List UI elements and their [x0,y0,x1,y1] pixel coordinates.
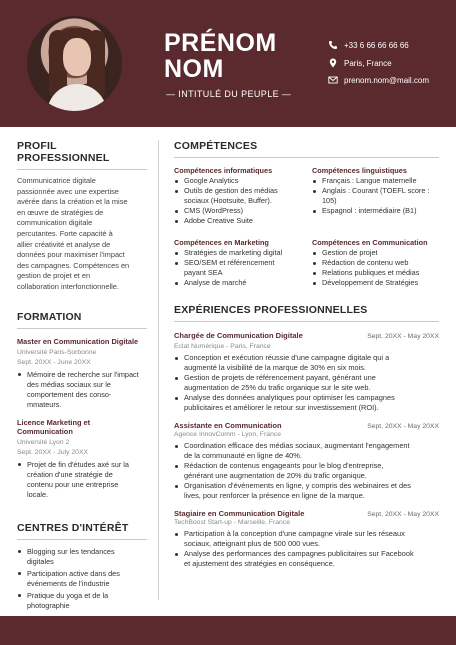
skill-item [174,278,310,288]
phone-text: +33 6 66 66 66 66 [344,40,409,50]
bullet-line: publicitaires et améliorer le retour sur investissement (ROI). [184,403,379,412]
section-divider [17,539,147,540]
profile-photo [25,14,124,113]
bullet-line: Gestion de projets de référencement payant, générant une [184,373,376,382]
bullet-line: digitales [27,556,54,566]
header-band [0,0,456,127]
education-dates: Sept. 20XX - July 20XX [17,448,89,456]
bullet-line: Développement de Stratégies [322,278,419,287]
education-section [17,311,147,500]
skill-list [312,176,440,216]
bullet-line: Conception et exécution réussie d'une campagne digitale qui a [184,353,390,362]
job-bullet [174,461,439,481]
bullet-line: Espagnol : intermédiaire (B1) [322,206,417,215]
bullet-line: Adobe Creative Suite [184,216,253,225]
job-bullet [174,549,439,569]
job-company: TechBoost Start-up - Marseille, France [174,519,290,526]
job-entry [174,331,439,413]
skill-group [312,166,440,226]
bullet-line: de la communauté en ligne de 40%. [184,451,302,460]
bullet-line: création d'une stratégie de [27,469,113,479]
bullet-line: Stratégies de marketing digital [184,248,283,257]
bullet-line: mmateurs. [27,399,62,409]
contact-location [328,58,392,68]
skill-item [312,176,440,186]
skill-group [174,166,310,226]
bullet-line: générant une augmentation de 20% du trafic organique. [184,471,367,480]
skill-item [174,176,310,186]
bullet-line: Français : Langue maternelle [322,176,417,185]
job-company: Eclat Numérique - Paris, France [174,343,271,350]
bullet-line: Coordination efficace des médias sociaux, augmentant l'engagement [184,441,410,450]
full-name [164,30,277,82]
job-entry [174,509,439,569]
section-divider [174,321,439,322]
education-item [17,418,147,500]
education-item [17,337,147,410]
skill-item [312,206,440,216]
bullet-line: SEO/SEM et référencement [184,258,275,267]
job-bullets [174,441,439,501]
experience-section [174,304,439,569]
skills-grid [174,166,439,288]
bullet-line: Participation active dans des [27,568,120,578]
job-bullet [174,373,439,393]
job-bullet [174,393,439,413]
mail-icon [328,75,338,85]
bullet-line: Outils de gestion des médias [184,186,278,195]
skill-item [312,186,440,206]
interest-item [17,591,147,611]
job-title: Assistante en Communication [174,421,282,430]
interest-item [17,569,147,589]
bullet-line: événements de l'industrie [27,578,110,588]
education-bullet [17,460,147,500]
bullet-line: Analyse des performances des campagnes publicitaires sur Facebook [184,549,414,558]
first-name: PRÉNOM [164,29,277,57]
profile-line: avérée dans la création et la mise [17,197,128,207]
bullet-line: et ajustement des stratégies en conséquence. [184,559,335,568]
profile-line: allier créativité et analyse de [17,239,111,249]
education-bullets [17,460,147,500]
profile-line: collaboration interfonctionnelle. [17,281,119,291]
section-divider [17,169,147,170]
bullet-line: Blogging sur les tendances [27,546,115,556]
contact-phone [328,40,409,50]
skill-group-heading: Compétences informatiques [174,166,273,175]
profile-line: gestion de projet et en [17,271,91,281]
bullet-line: Pratique du yoga et de la [27,590,109,600]
bullet-line: augmentation de 25% du trafic organique sur le site web. [184,383,371,392]
bullet-line: Analyse de marché [184,278,247,287]
profile-line: en œuvre de stratégies de [17,207,104,217]
interests-list [17,547,147,611]
interests-section [17,522,147,611]
contact-email [328,75,429,85]
skill-item [174,258,310,278]
footer-band [0,616,456,645]
job-dates: Sept. 20XX - May 20XX [367,333,439,340]
profile-line: communication digitale [17,218,93,228]
bullet-line: Google Analytics [184,176,239,185]
education-bullets [17,370,147,410]
bullet-line: lives, pour renforcer la présence en ligne de la marque. [184,491,365,500]
bullet-line: Organisation d'événements en ligne, y compris des webinaires et des [184,481,411,490]
job-header [174,421,439,430]
bullet-line: Participation à la conception d'une campagne virale sur les réseaux [184,529,405,538]
skill-group-heading: Compétences en Marketing [174,238,269,247]
bullet-line: Projet de fin d'études axé sur la [27,459,129,469]
skill-item [174,186,310,206]
job-title: Stagiaire en Communication Digitale [174,509,305,518]
skill-group [312,238,440,288]
profile-line: passionnée avec une expertise [17,186,119,196]
skills-section [174,140,439,288]
bullet-line: sociaux (Hootsuite, Buffer). [184,196,272,205]
skill-item [174,248,310,258]
profile-title: PROFIL PROFESSIONNEL [17,140,110,164]
job-company: Agence InnovComm - Lyon, France [174,431,282,438]
skill-group [174,238,310,288]
location-text: Paris, France [344,58,392,68]
bullet-line: payant SEA [184,268,223,277]
experience-title: EXPÉRIENCES PROFESSIONNELLES [174,304,368,316]
profile-line: Communicatrice digitale [17,176,96,185]
profile-section [17,140,147,293]
last-name: NOM [164,55,224,83]
bullet-line: 105) [322,196,337,205]
job-bullet [174,441,439,461]
bullet-line: sociaux, atteignant plus de 500 000 vues. [184,539,321,548]
skill-list [174,176,310,226]
job-header [174,509,439,518]
bullet-line: des médias sociaux sur le [27,379,111,389]
interests-title: CENTRES D'INTÉRÊT [17,521,129,534]
skill-item [312,278,440,288]
education-dates: Sept. 20XX - June 20XX [17,358,91,366]
skill-item [312,258,440,268]
school-name: Université Lyon 2 [17,438,70,446]
bullet-line: photographie [27,600,70,610]
job-bullet [174,481,439,501]
section-divider [174,157,439,158]
bullet-line: augmenté la visibilité de la marque de 30% en six mois. [184,363,366,372]
degree-title: Master en Communication Digitale [17,336,139,346]
left-column [17,140,147,611]
skills-title: COMPÉTENCES [174,140,258,152]
skill-group-heading: Compétences linguistiques [312,166,407,175]
skill-item [174,216,310,226]
bullet-line: comportement des conso- [27,389,112,399]
bullet-line: Rédaction de contenus engageants pour le blog d'entreprise, [184,461,384,470]
profile-line: percutantes. Forte capacité à [17,228,113,238]
phone-icon [328,40,338,50]
job-dates: Sept. 20XX - May 20XX [367,511,439,518]
bullet-line: Relations publiques et médias [322,268,420,277]
school-name: Université Paris-Sorbonne [17,348,97,356]
location-pin-icon [328,58,338,68]
job-title: Chargée de Communication Digitale [174,331,303,340]
email-text: prenom.nom@mail.com [344,75,430,85]
section-divider [17,328,147,329]
bullet-line: Anglais : Courant (TOEFL score : [322,186,430,195]
bullet-line: locale. [27,489,49,499]
bullet-line: Gestion de projet [322,248,378,257]
skill-item [312,248,440,258]
profile-text [17,176,147,293]
bullet-line: CMS (WordPress) [184,206,244,215]
skill-group-heading: Compétences en Communication [312,238,428,247]
bullet-line: Rédaction de contenu web [322,258,409,267]
degree-title: Licence Marketing et Communication [17,417,91,436]
job-bullets [174,353,439,413]
profile-line: des campagnes. Compétences en [17,260,130,270]
right-column [174,140,439,569]
interest-item [17,547,147,567]
column-divider [158,140,159,600]
bullet-line: Mémoire de recherche sur l'impact [27,369,139,379]
skill-item [174,206,310,216]
job-bullet [174,353,439,373]
job-dates: Sept. 20XX - May 20XX [367,423,439,430]
bullet-line: contenu pour une entreprise [27,479,119,489]
job-entry [174,421,439,501]
job-bullets [174,529,439,569]
job-tagline: — INTITULÉ DU PEUPLE — [166,89,292,99]
skill-item [312,268,440,278]
profile-line: données pour maximiser l'impact [17,250,125,260]
skill-list [174,248,310,288]
education-title: FORMATION [17,310,82,323]
education-bullet [17,370,147,410]
job-bullet [174,529,439,549]
job-header [174,331,439,340]
skill-list [312,248,440,288]
bullet-line: Analyse des données analytiques pour optimiser les campagnes [184,393,395,402]
